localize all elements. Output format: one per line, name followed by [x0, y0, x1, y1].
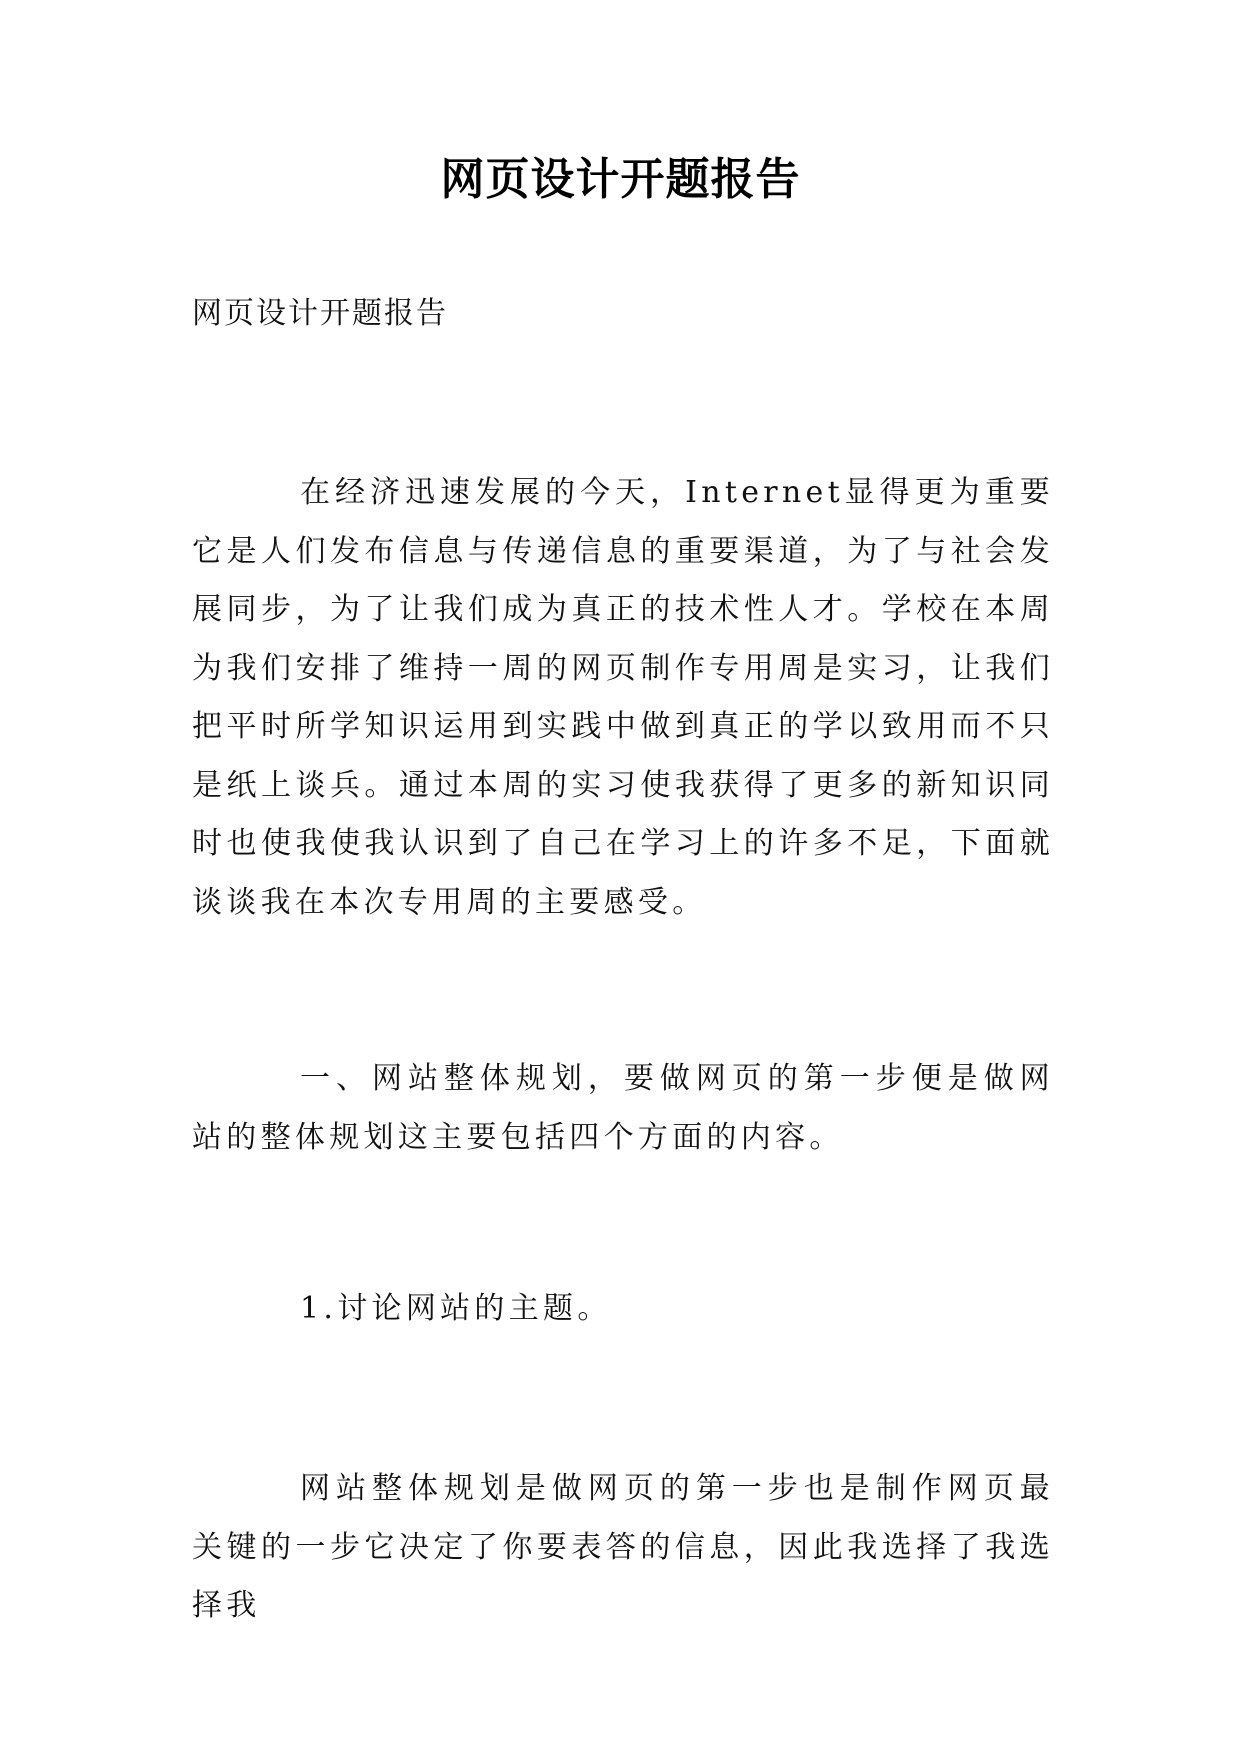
paragraph-intro: 在经济迅速发展的今天，Internet显得更为重要它是人们发布信息与传递信息的重要渠道，为了与社会发展同步，为了让我们成为真正的技术性人才。学校在本周为我们安排了维持一周的网页制作专用周是实习，让我们把平时所学知识运用到实践中做到真正的学以致用而不只是纸上谈兵。通过本周的实习使我获得了更多的新知识同时也使我使我认识到了自己在学习上的许多不足，下面就谈谈我在本次专用周的主要感受。	[192, 475, 1054, 920]
paragraph-section-one: 一、网站整体规划，要做网页的第一步便是做网站的整体规划这主要包括四个方面的内容。	[192, 1061, 1054, 1155]
paragraph-item-one: 1.讨论网站的主题。	[300, 1291, 612, 1326]
document-title: 网页设计开题报告	[440, 154, 801, 205]
document-subtitle: 网页设计开题报告	[192, 296, 448, 331]
paragraph-planning: 网站整体规划是做网页的第一步也是制作网页最关键的一步它决定了你要表答的信息，因此我选择了我选择我	[192, 1471, 1054, 1623]
